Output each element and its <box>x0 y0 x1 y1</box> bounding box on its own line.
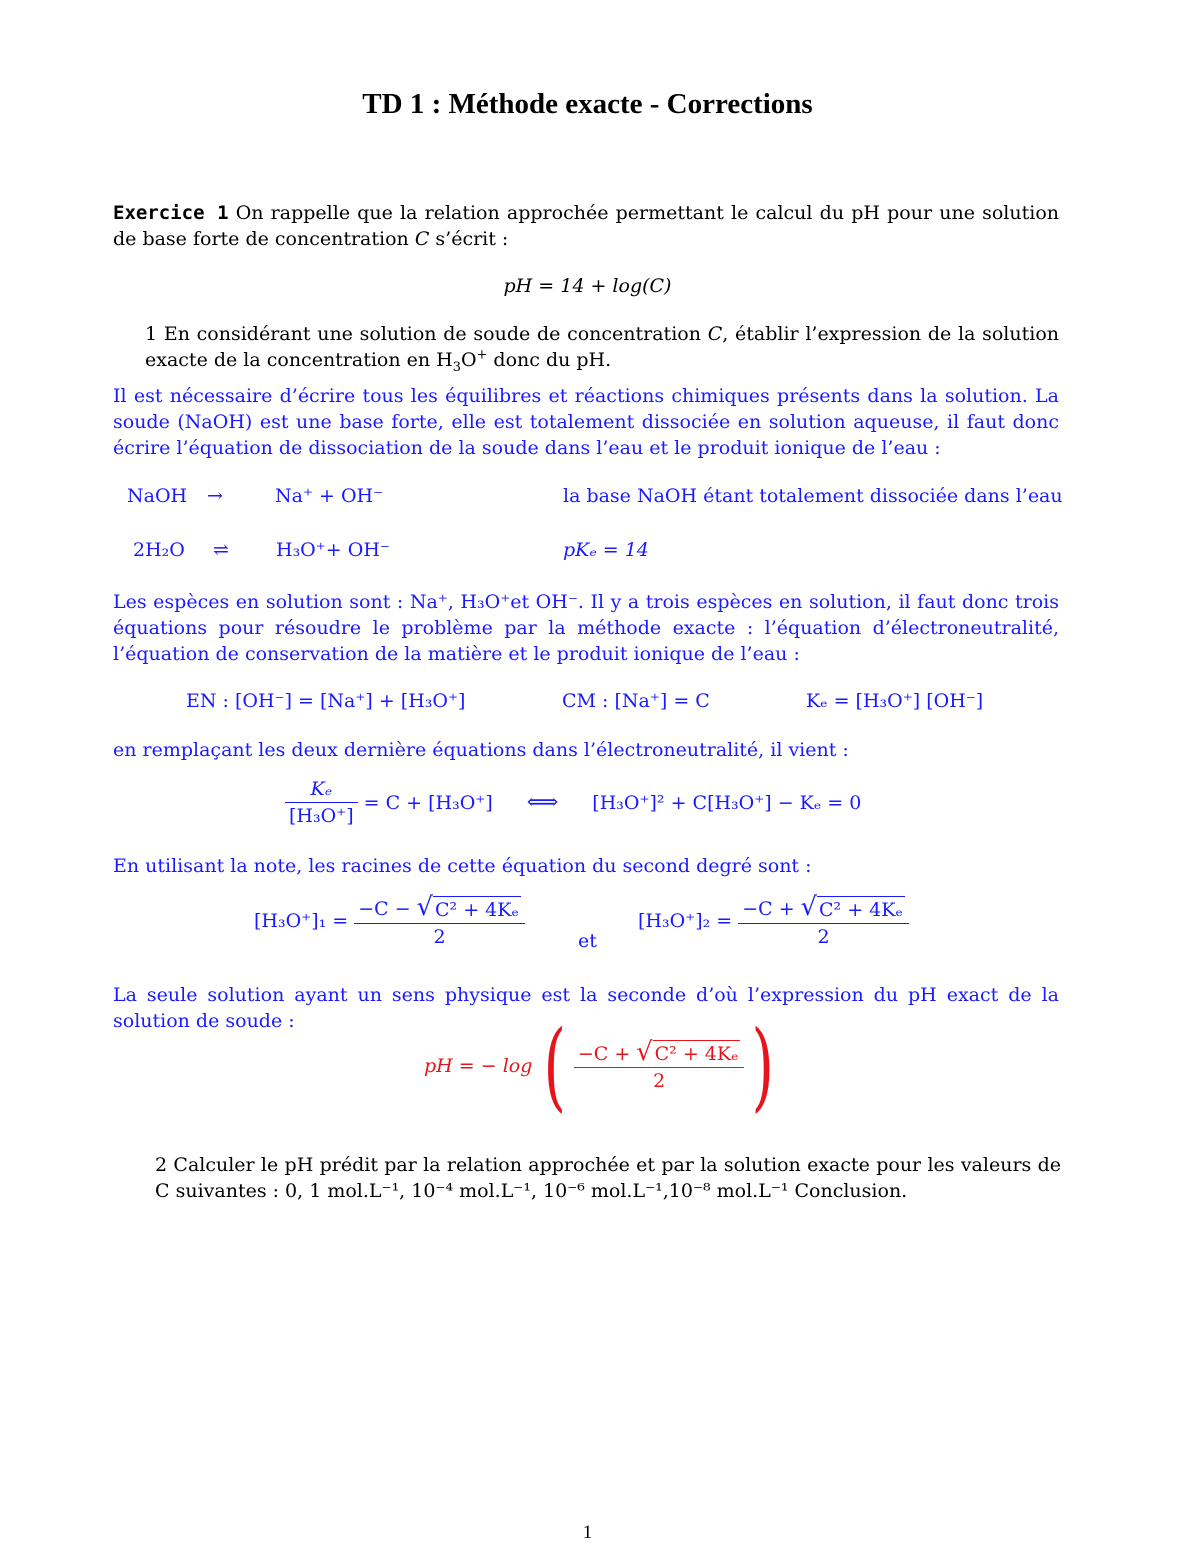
root1-den: 2 <box>433 925 446 948</box>
root1-num <box>354 892 525 924</box>
eq-electroneutrality: EN : [OH⁻] = [Na⁺] + [H₃O⁺] <box>186 690 466 712</box>
root-et: et <box>578 930 597 952</box>
root2-num-a: −C + <box>742 898 795 920</box>
left-paren-icon: ( <box>543 1010 567 1122</box>
q2-number: 2 <box>155 1154 168 1176</box>
root1-fraction <box>354 892 525 948</box>
root-1 <box>254 892 525 948</box>
ke-fraction-den: [H₃O⁺] <box>289 805 354 827</box>
root1-radicand: C² + 4Kₑ <box>433 896 521 921</box>
final-radicand: C² + 4Kₑ <box>653 1040 741 1065</box>
intro-var: C <box>414 228 430 250</box>
eq-conservation: CM : [Na⁺] = C <box>562 690 710 712</box>
final-ph-equation <box>424 1010 782 1122</box>
final-fraction <box>574 1036 745 1093</box>
q1-var: C <box>707 323 723 345</box>
approx-equation: pH = 14 + log(C) <box>503 275 672 297</box>
q1-text-a: En considérant une solution de soude de concentration <box>163 323 701 345</box>
sqrt-icon: √ C² + 4Kₑ <box>416 892 519 922</box>
root1-num-a: −C − <box>358 898 411 920</box>
reaction1-left: NaOH <box>127 485 188 507</box>
reaction2-comment: pKₑ = 14 <box>563 539 649 561</box>
page-number: 1 <box>582 1522 593 1543</box>
root2-radicand: C² + 4Kₑ <box>817 896 905 921</box>
eq-ionic-product: Kₑ = [H₃O⁺] [OH⁻] <box>806 690 984 712</box>
question-2 <box>155 1152 1061 1204</box>
root2-num <box>738 892 909 924</box>
reaction1-comment: la base NaOH étant totalement dissociée dans l’eau <box>563 485 1063 507</box>
paragraph-4: En utilisant la note, les racines de cette équation du second degré sont : <box>113 855 812 877</box>
reaction1-right: Na⁺ + OH⁻ <box>275 485 384 507</box>
sqrt-icon: √ C² + 4Kₑ <box>636 1036 739 1067</box>
exercise-intro <box>113 200 1059 252</box>
quadratic-form: [H₃O⁺]² + C[H₃O⁺] − Kₑ = 0 <box>592 791 862 814</box>
reaction1-arrow: → <box>207 485 223 507</box>
right-paren-icon: ) <box>751 1010 775 1122</box>
q1-number: 1 <box>145 323 158 345</box>
reaction2-arrow: ⇌ <box>213 539 229 561</box>
ke-fraction-num: Kₑ <box>285 778 358 803</box>
final-lhs: pH = − log <box>424 1055 533 1077</box>
root-2 <box>638 892 909 948</box>
exercise-label: Exercice 1 <box>113 202 229 224</box>
final-num-a: −C + <box>577 1042 631 1065</box>
root2-den: 2 <box>817 925 830 948</box>
page-title: TD 1 : Méthode exacte - Corrections <box>362 88 813 120</box>
root2-fraction <box>738 892 909 948</box>
intro-text-end: s’écrit : <box>435 228 509 250</box>
paragraph-5: La seule solution ayant un sens physique est la seconde d’où l’expression du pH exact de la solution de soude : <box>113 984 1059 1032</box>
paragraph-2: Les espèces en solution sont : Na⁺, H₃O⁺et OH⁻. Il y a trois espèces en solution, il faut donc trois équations pour résoudre le problème par la méthode exacte : l’équation d’électroneutralité, l’équation de conservation de la matière et le produit ionique de l’eau : <box>113 591 1059 665</box>
root2-lhs: [H₃O⁺]₂ = <box>638 910 733 933</box>
q2-text: Calculer le pH prédit par la relation approchée et par la solution exacte pour les valeurs de C suivantes : 0, 1 mol.L⁻¹, 10⁻⁴ mol.L⁻¹, 10⁻⁶ mol.L⁻¹,10⁻⁸ mol.L⁻¹ Conclusion. <box>155 1154 1061 1202</box>
paragraph-1: Il est nécessaire d’écrire tous les équilibres et réactions chimiques présents dans la solution. La soude (NaOH) est une base forte, elle est totalement dissociée en solution aqueuse, il faut donc écrire l’équation de dissociation de la soude dans l’eau et le produit ionique de l’eau : <box>113 385 1059 459</box>
paragraph-3: en remplaçant les deux dernière équations dans l’électroneutralité, il vient : <box>113 739 849 761</box>
intro-text: On rappelle que la relation approchée permettant le calcul du pH pour une solution de base forte de concentration <box>113 202 1059 250</box>
sqrt-icon: √ C² + 4Kₑ <box>800 892 903 922</box>
root1-lhs: [H₃O⁺]₁ = <box>254 910 349 933</box>
reaction2-right: H₃O⁺+ OH⁻ <box>276 539 390 561</box>
quadratic-equation <box>285 778 861 827</box>
final-den: 2 <box>653 1070 666 1093</box>
fraction-rhs: = C + [H₃O⁺] <box>363 791 493 814</box>
question-1: 1 En considérant une solution de soude de concentration C, établir l’expression de la solution exacte de la concentration en $H_3O^+$ donc du pH. <box>145 323 1060 375</box>
ke-fraction <box>285 778 358 827</box>
q1-text-d: donc du pH. <box>493 349 612 371</box>
final-num <box>574 1036 745 1069</box>
q1-text-c: O <box>460 349 477 371</box>
q1-text-b: , établir l’expression de la solution exacte de la concentration en H <box>145 323 1060 371</box>
reaction2-left: 2H₂O <box>133 539 185 561</box>
iff-symbol: ⟺ <box>526 790 559 815</box>
